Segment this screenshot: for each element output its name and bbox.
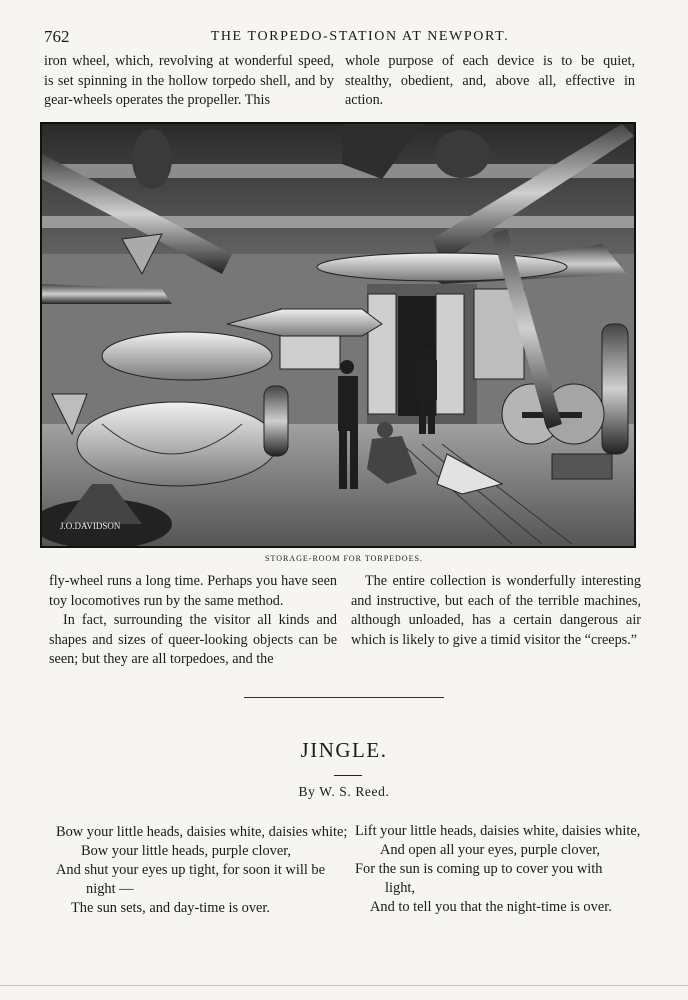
poem-line: night — [86, 881, 134, 897]
figure-caption: STORAGE-ROOM FOR TORPEDOES. [265, 554, 423, 563]
section-divider [244, 697, 444, 698]
poem-line: And shut your eyes up tight, for soon it will be [56, 862, 326, 878]
poem-line: The sun sets, and day-time is over. [71, 900, 271, 916]
running-head: THE TORPEDO-STATION AT NEWPORT. [210, 29, 510, 44]
top-right-column [345, 52, 635, 111]
poem-line: And open all your eyes, purple clover, [380, 842, 601, 858]
mid-left-paragraph-1: fly-wheel runs a long time. Perhaps you have seen toy locomotives run by the same method. [49, 573, 337, 609]
poem-byline: By W. S. Reed. [298, 784, 390, 799]
poem-line: Bow your little heads, daisies white, daisies white; [56, 824, 348, 840]
engraver-signature: J.O.DAVIDSON [60, 521, 121, 531]
top-right-paragraph: whole purpose of each device is to be quiet, stealthy, obedient, and, above all, effective in action. [345, 53, 635, 108]
poem-right-stanza [355, 822, 640, 917]
mid-right-paragraph-1: The entire collection is wonderfully interesting and instructive, but each of the terrible machines, although unloaded, has a certain dangerous air which is likely to give a timid visitor the “creeps.” [351, 573, 641, 648]
poem-line: For the sun is coming up to cover you with [355, 861, 603, 877]
torpedo-storage-illustration [40, 122, 636, 548]
mid-left-column [49, 572, 337, 670]
poem-title: JINGLE. [300, 738, 388, 762]
title-rule [334, 775, 362, 776]
top-left-paragraph: iron wheel, which, revolving at wonderful speed, is set spinning in the hollow torpedo shell, and by gear-wheels operates the propeller. This [44, 53, 334, 108]
poem-left-stanza [56, 823, 347, 918]
top-left-column [44, 52, 334, 111]
engraving-image [42, 124, 634, 546]
poem-line: Lift your little heads, daisies white, daisies white, [355, 823, 641, 839]
poem-line: Bow your little heads, purple clover, [81, 843, 292, 859]
page-edge [0, 985, 688, 986]
mid-right-column [351, 572, 641, 650]
poem-line: light, [385, 880, 415, 896]
page-number: 762 [44, 27, 70, 46]
poem-line: And to tell you that the night-time is over. [370, 899, 612, 915]
mid-left-paragraph-2: In fact, surrounding the visitor all kinds and shapes and sizes of queer-looking objects can be seen; but they are all torpedoes, and the [49, 612, 337, 667]
